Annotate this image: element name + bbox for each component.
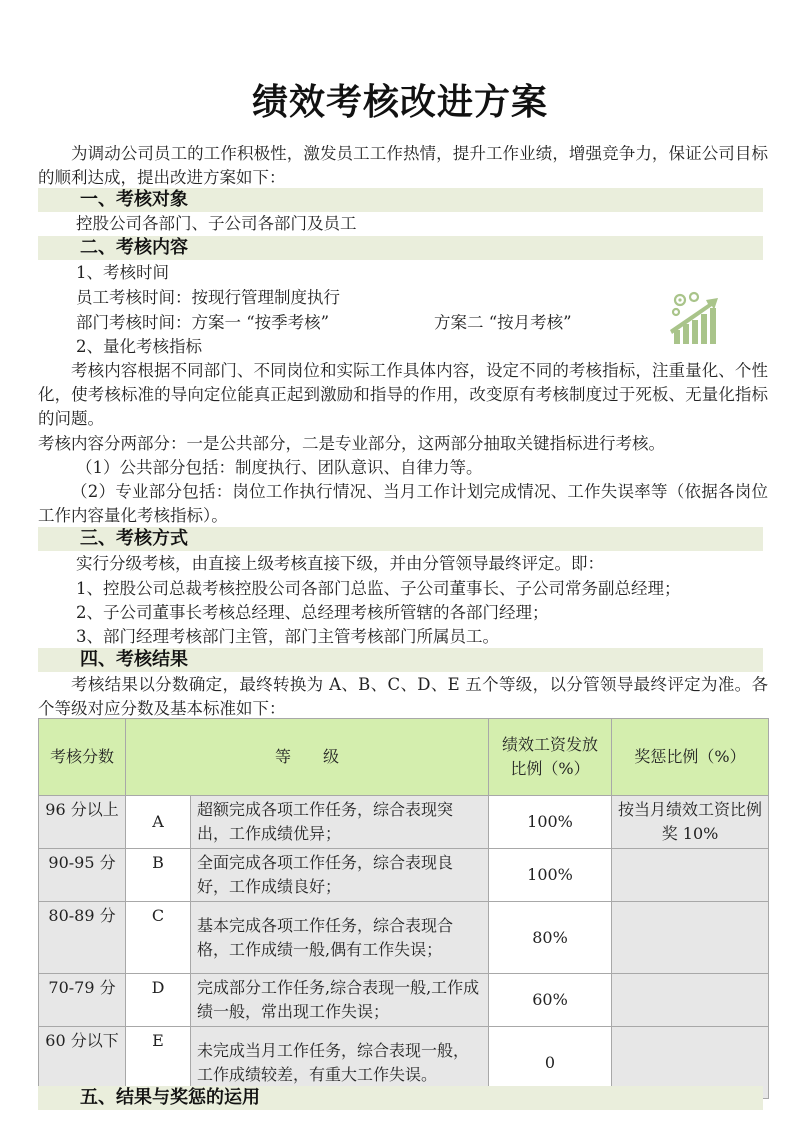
section-heading-2-label: 二、考核内容 xyxy=(80,237,188,258)
grade-table xyxy=(38,718,769,1099)
cell-wage: 0 xyxy=(489,1027,612,1099)
cell-wage: 80% xyxy=(489,902,612,974)
header-wage: 绩效工资发放比例（%） xyxy=(489,719,612,796)
result-intro: 考核结果以分数确定，最终转换为 A、B、C、D、E 五个等级，以分管领导最终评定为准。各个等级对应分数及基本标准如下： xyxy=(38,675,768,718)
cell-desc: 基本完成各项工作任务，综合表现合格，工作成绩一般,偶有工作失误； xyxy=(191,902,489,974)
cell-desc: 全面完成各项工作任务，综合表现良好，工作成绩良好； xyxy=(191,849,489,902)
cell-score: 70-79 分 xyxy=(39,974,126,1027)
intro-paragraph: 为调动公司员工的工作积极性，激发员工工作热情，提升工作业绩，增强竞争力，保证公司目标的顺利达成，提出改进方案如下： xyxy=(38,144,768,187)
cell-wage: 100% xyxy=(489,796,612,849)
cell-letter: D xyxy=(126,974,191,1027)
quantify-paragraph-2: 考核内容分两部分：一是公共部分，二是专业部分，这两部分抽取关键指标进行考核。 xyxy=(38,434,665,453)
section-heading-5 xyxy=(38,1086,763,1110)
staff-review-time: 员工考核时间：按现行管理制度执行 xyxy=(76,288,340,307)
section-1-body: 控股公司各部门、子公司各部门及员工 xyxy=(76,214,357,233)
cell-letter: B xyxy=(126,849,191,902)
growth-chart-gears-icon xyxy=(668,290,724,346)
table-row xyxy=(39,974,769,1027)
method-item-2: 2、子公司董事长考核总经理、总经理考核所管辖的各部门经理； xyxy=(76,603,549,622)
page-title: 绩效考核改进方案 xyxy=(251,82,548,123)
section-heading-2 xyxy=(38,236,763,260)
dept-review-time-option2: 方案二 “按月考核” xyxy=(434,313,572,332)
cell-letter: E xyxy=(126,1027,191,1099)
cell-reward xyxy=(612,974,769,1027)
cell-wage: 100% xyxy=(489,849,612,902)
quantify-paragraph-1: 考核内容根据不同部门、不同岗位和实际工作具体内容，设定不同的考核指标，注重量化、个性化，使考核标准的导向定位能真正起到激励和指导的作用，改变原有考核制度过于死板、无量化指标的问题。 xyxy=(38,361,768,428)
cell-desc: 未完成当月工作任务，综合表现一般，工作成绩较差，有重大工作失误。 xyxy=(191,1027,489,1099)
professional-part: （2）专业部分包括：岗位工作执行情况、当月工作计划完成情况、工作失误率等（依据各岗位工作内容量化考核指标）。 xyxy=(38,482,768,525)
section-heading-4 xyxy=(38,648,763,672)
cell-score: 60 分以下 xyxy=(39,1027,126,1099)
section-heading-3-label: 三、考核方式 xyxy=(80,528,188,549)
dept-review-time-option1: 部门考核时间：方案一 “按季考核” xyxy=(76,313,330,332)
cell-desc: 完成部分工作任务,综合表现一般,工作成绩一般，常出现工作失误； xyxy=(191,974,489,1027)
public-part: （1）公共部分包括：制度执行、团队意识、自律力等。 xyxy=(76,458,483,477)
header-score: 考核分数 xyxy=(39,719,126,796)
cell-reward xyxy=(612,849,769,902)
cell-score: 96 分以上 xyxy=(39,796,126,849)
section-heading-1 xyxy=(38,188,763,212)
section-heading-3 xyxy=(38,527,763,551)
cell-reward: 按当月绩效工资比例奖 10% xyxy=(612,796,769,849)
section-heading-5-label: 五、结果与奖惩的运用 xyxy=(80,1087,260,1108)
method-item-3: 3、部门经理考核部门主管，部门主管考核部门所属员工。 xyxy=(76,627,499,646)
table-header-row xyxy=(39,719,769,796)
header-grade: 等 级 xyxy=(126,719,489,796)
item-1-title: 1、考核时间 xyxy=(76,263,169,282)
method-intro: 实行分级考核，由直接上级考核直接下级，并由分管领导最终评定。即： xyxy=(76,554,604,573)
item-2-title: 2、量化考核指标 xyxy=(76,337,202,356)
cell-desc: 超额完成各项工作任务，综合表现突出，工作成绩优异； xyxy=(191,796,489,849)
cell-letter: C xyxy=(126,902,191,974)
table-row xyxy=(39,902,769,974)
section-heading-1-label: 一、考核对象 xyxy=(80,189,188,210)
cell-score: 90-95 分 xyxy=(39,849,126,902)
header-reward: 奖惩比例（%） xyxy=(612,719,769,796)
cell-reward xyxy=(612,902,769,974)
table-row xyxy=(39,849,769,902)
section-heading-4-label: 四、考核结果 xyxy=(80,649,188,670)
table-row xyxy=(39,796,769,849)
cell-letter: A xyxy=(126,796,191,849)
cell-score: 80-89 分 xyxy=(39,902,126,974)
method-item-1: 1、控股公司总裁考核控股公司各部门总监、子公司董事长、子公司常务副总经理； xyxy=(76,579,681,598)
cell-wage: 60% xyxy=(489,974,612,1027)
